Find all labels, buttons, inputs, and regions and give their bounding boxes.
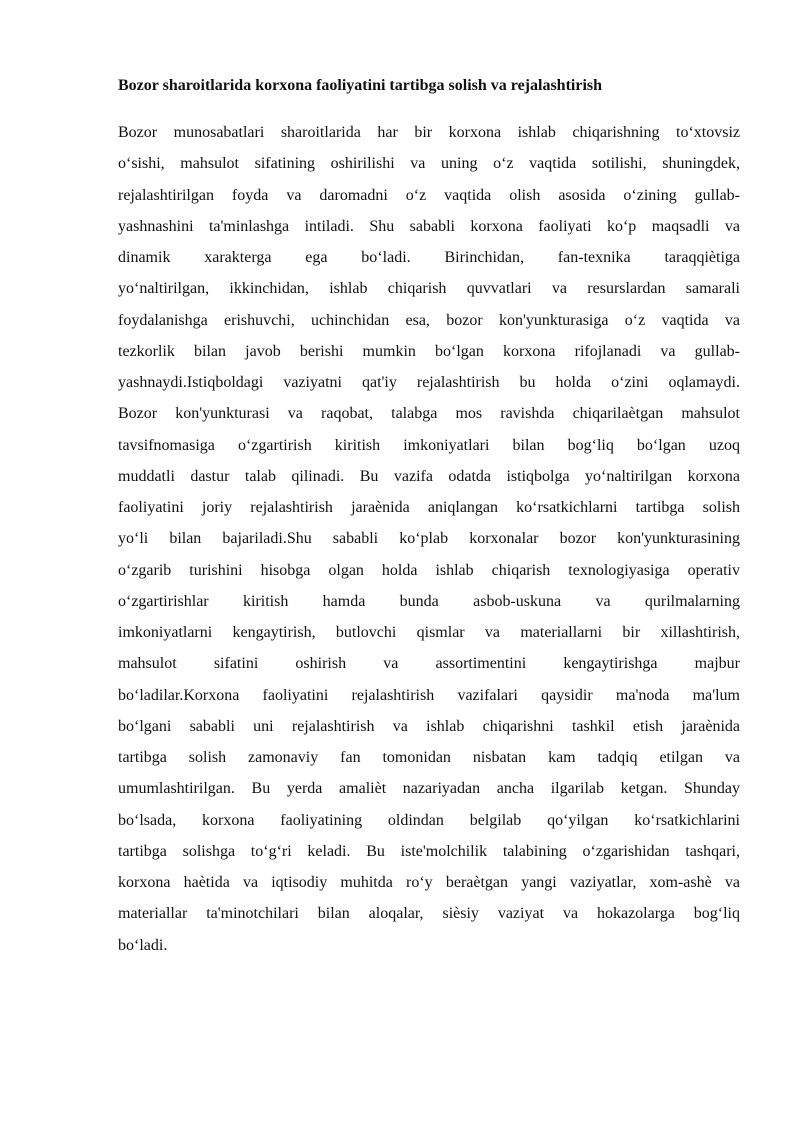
paragraph-line: boʻlsada, korxona faoliyatining oldindan belgilab qoʻyilgan koʻrsatkichlarini xyxy=(118,811,740,829)
paragraph-line: mahsulot sifatini oshirish va assortimentini kengaytirishga majbur xyxy=(118,655,740,673)
paragraph-line: foydalanishga erishuvchi, uchinchidan esa, bozor kon'yunkturasiga oʻz vaqtida va xyxy=(118,311,740,329)
paragraph-line: boʻlgani sababli uni rejalashtirish va ishlab chiqarishni tashkil etish jaraènida xyxy=(118,717,740,735)
paragraph-line: yashnashini ta'minlashga intiladi. Shu sababli korxona faoliyati koʻp maqsadli va xyxy=(118,217,740,235)
paragraph-line: tartibga solish zamonaviy fan tomonidan nisbatan kam tadqiq etilgan va xyxy=(118,749,740,766)
paragraph-line: yoʻnaltirilgan, ikkinchidan, ishlab chiqarish quvvatlari va resurslardan samarali xyxy=(118,280,740,298)
paragraph-line: oʻzgarib turishini hisobga olgan holda ishlab chiqarish texnologiyasiga operativ xyxy=(118,561,740,579)
paragraph-line: yoʻli bilan bajariladi.Shu sababli koʻplab korxonalar bozor kon'yunkturasining xyxy=(118,530,740,548)
paragraph-line: oʻsishi, mahsulot sifatining oshirilishi va uning oʻz vaqtida sotilishi, shuningdek, xyxy=(118,155,740,173)
paragraph-line: umumlashtirilgan. Bu yerda amalièt nazariyadan ancha ilgarilab ketgan. Shunday xyxy=(118,780,740,798)
paragraph-line: materiallar ta'minotchilari bilan aloqalar, sièsiy vaziyat va hokazolarga bogʻliq xyxy=(118,905,740,923)
paragraph-line: boʻladi. xyxy=(118,936,168,954)
paragraph-line: oʻzgartirishlar kiritish hamda bunda asbob-uskuna va qurilmalarning xyxy=(118,592,740,610)
paragraph-line: muddatli dastur talab qilinadi. Bu vazifa odatda istiqbolga yoʻnaltirilgan korxona xyxy=(118,467,740,485)
paragraph-line: tavsifnomasiga oʻzgartirish kiritish imkoniyatlari bilan bogʻliq boʻlgan uzoq xyxy=(118,436,740,454)
paragraph-line: korxona haètida va iqtisodiy muhitda roʻy beraètgan yangi vaziyatlar, xom-ashè va xyxy=(118,874,740,891)
paragraph-line: imkoniyatlarni kengaytirish, butlovchi qismlar va materiallarni bir xillashtirish, xyxy=(118,624,740,641)
paragraph-line: Bozor kon'yunkturasi va raqobat, talabga mos ravishda chiqarilaètgan mahsulot xyxy=(118,405,740,423)
paragraph-line: rejalashtirilgan foyda va daromadni oʻz vaqtida olish asosida oʻzining gullab- xyxy=(118,186,740,204)
paragraph-line: faoliyatini joriy rejalashtirish jaraènida aniqlangan koʻrsatkichlarni tartibga solish xyxy=(118,499,740,516)
paragraph-line: tezkorlik bilan javob berishi mumkin boʻlgan korxona rifojlanadi va gullab- xyxy=(118,342,740,360)
paragraph-line: tartibga solishga toʻgʻri keladi. Bu iste'molchilik talabining oʻzgarishidan tashqari, xyxy=(118,842,740,860)
document-body xyxy=(118,117,740,961)
paragraph-line: dinamik xarakterga ega boʻladi. Birinchidan, fan-texnika taraqqiètiga xyxy=(118,249,740,266)
paragraph-line: yashnaydi.Istiqboldagi vaziyatni qat'iy rejalashtirish bu holda oʻzini oqlamaydi. xyxy=(118,374,740,391)
paragraph-line: boʻladilar.Korxona faoliyatini rejalashtirish vazifalari qaysidir ma'noda ma'lum xyxy=(118,686,740,704)
paragraph-line: Bozor munosabatlari sharoitlarida har bir korxona ishlab chiqarishning toʻxtovsiz xyxy=(118,124,740,141)
document-title: Bozor sharoitlarida korxona faoliyatini tartibga solish va rejalashtirish xyxy=(118,77,603,94)
